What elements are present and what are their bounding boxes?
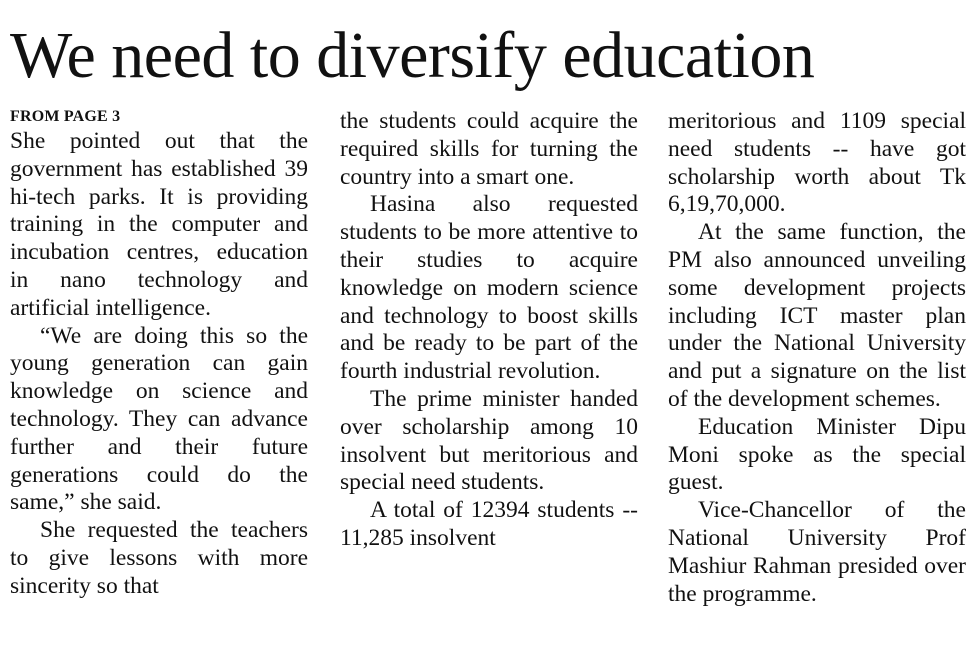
continuation-kicker: FROM PAGE 3 (10, 108, 121, 125)
paragraph: Education Minister Dipu Moni spoke as the special guest. (668, 413, 966, 496)
headline: We need to diversify education (10, 19, 815, 92)
paragraph: the students could acquire the required skills for turning the country into a smart one. (340, 108, 638, 190)
paragraph: At the same function, the PM also announced unveiling some development projects including ICT master plan under the National University and put a signature on the list of the development schemes. (668, 219, 966, 412)
paragraph: The prime minister handed over scholarship among 10 insolvent but meritorious and special need students. (340, 385, 638, 496)
paragraph: She pointed out that the government has established 39 hi-tech parks. It is providing training in the computer and incubation centres, education in nano technology and artificial intelligence. (10, 128, 308, 321)
paragraph: Vice-Chancellor of the National University Prof Mashiur Rahman presided over the programme. (668, 497, 966, 607)
article-column-2 (340, 108, 638, 553)
paragraph: “We are doing this so the young generation can gain knowledge on science and technology. They can advance further and their future generations could do the same,” she said. (10, 322, 308, 516)
article-column-3 (668, 108, 966, 608)
paragraph: meritorious and 1109 special need students -- have got scholarship worth about Tk 6,19,70,000. (668, 108, 966, 218)
paragraph: A total of 12394 students -- 11,285 insolvent (340, 497, 638, 551)
paragraph: Hasina also requested students to be more attentive to their studies to acquire knowledge on modern science and technology to boost skills and be ready to be part of the fourth industrial revolution. (340, 191, 638, 385)
article-column-1 (10, 106, 308, 601)
paragraph: She requested the teachers to give lessons with more sincerity so that (10, 517, 308, 599)
